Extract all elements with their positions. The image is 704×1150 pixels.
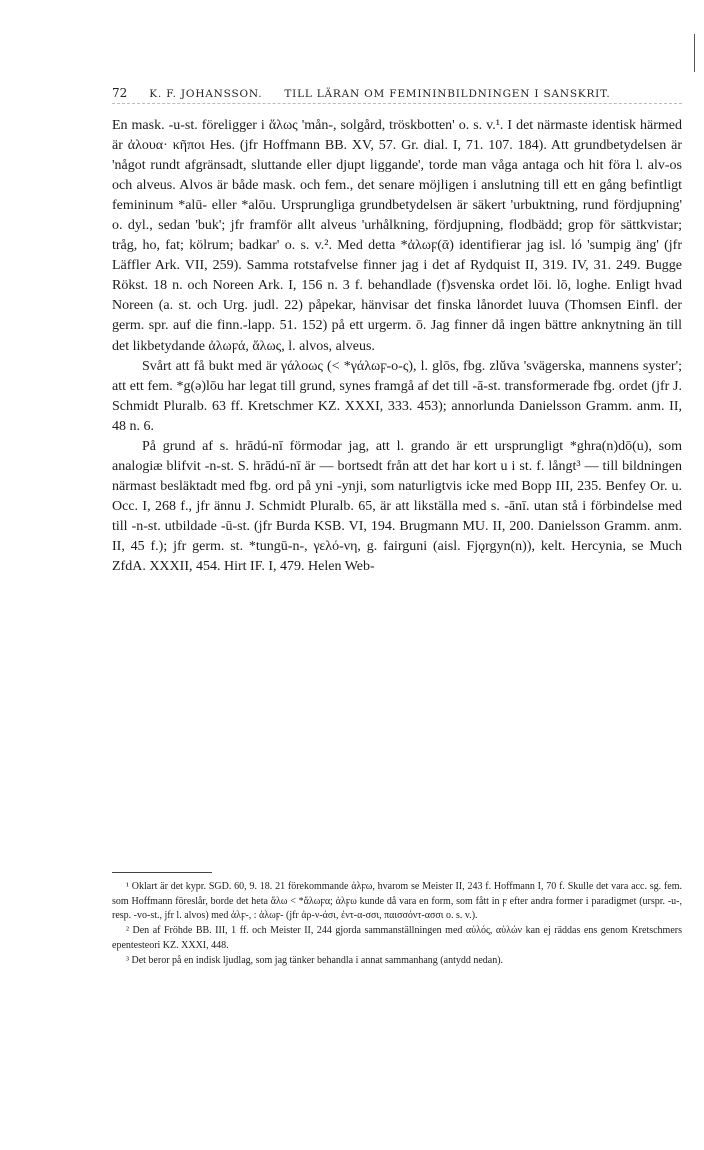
footnote-rule bbox=[112, 872, 212, 873]
footnote: ³ Det beror på en indisk ljudlag, som jag tänker behandla i annat sammanhang (antydd nedan). bbox=[126, 954, 504, 966]
footnote: ² Den af Fröhde BB. III, 1 ff. och Meister II, 244 gjorda sammanställningen med αὐλός, αὐλών kan ej räddas ens genom Kretschmers epentesteori KZ. XXXI, 448. bbox=[112, 925, 682, 951]
header-rule bbox=[112, 103, 682, 104]
margin-line bbox=[694, 34, 695, 72]
footnote: ¹ Oklart är det kypr. SGD. 60, 9. 18. 21 förekommande ἀλϝω, hvarom se Meister II, 243 f. Hoffmann I, 70 f. Skulle det vara acc. sg. fem. som Hoffmann föreslår, borde det heta ἅλω < *ἅλωϝα; ἀλϝω kunde då vara en form, som fått in ϝ efter andra former i paradigmet (urspr. -u-, resp. -vo-st., jfr l. alvos) med ἀλϝ-, : ἀλωϝ- (jfr ἀρ-ν-άσι, ἐντ-α-σσι, παισσόντ-ασσι o. s. v.). bbox=[112, 881, 682, 922]
footnotes bbox=[112, 880, 682, 968]
body-text bbox=[112, 116, 682, 577]
header-title: TILL LÄRAN OM FEMININBILDNINGEN I SANSKRIT. bbox=[284, 88, 611, 100]
paragraph: En mask. -u-st. föreligger i ἅλως 'mån-, solgård, tröskbotten' o. s. v.¹. I det närmaste identisk härmed är ἀλουα· κῆποι Hes. (jfr Hoffmann BB. XV, 57. Gr. dial. I, 71. 107. 184). Att grundbetydelsen är 'något rundt afgränsadt, sluttande eller djupt liggande', torde man våga antaga och hit föra l. alv-os och alveus. Alvos är både mask. och fem., det senare möjligen i anslutning till ett en gång befintligt femininum *alū- eller *alōu. Ursprungliga grundbetydelsen är säkert 'urbuktning, rund fördjupning' o. dyl., sedan 'buk'; jfr framför allt alveus 'urhålkning, fördjupning, flodbädd; grop för sättkvistar; tråg, ho, fat; kölrum; badkar' o. s. v.². Med detta *ἀλωϝ(ᾱ) identifierar jag isl. ló 'sumpig äng' (jfr Läffler Ark. VII, 259). Samma rotstafvelse finner jag i det af Rydquist II, 319. IV, 31. 249. Bugge Rökst. 18 n. och Noreen Ark. I, 156 n. 3 f. behandlade (f)svenska ordet lōi. lō, loghe. Enligt hvad Noreen (a. st. och Urg. judl. 22) påpekar, hänvisar det finska lånordet luuva (Thomsen Einfl. der germ. spr. auf die finn.-lapp. 51. 152) på ett urgerm. ō. Jag finner då ingen bättre anknytning än till det likbetydande ἀλωϝά, ἅλως, l. alvos, alveus. bbox=[112, 118, 682, 354]
header-author: K. F. JOHANSSON. bbox=[149, 88, 263, 100]
paragraph: På grund af s. hrādú-nī förmodar jag, att l. grando är ett ursprungligt *ghra(n)dō(u), som analogiæ blifvit -n-st. S. hrādú-nī är — bortsedt från att det har kort u i st. f. långt³ — till bildningen närmast besläktadt med fbg. ord på yni -ynji, som naturligtvis icke med Bopp III, 235. Benfey Or. u. Occ. I, 268 f., jfr ännu J. Schmidt Pluralb. 65, är att likställa med s. -ānī. utan stå i förbindelse med till -n-st. utbildade -ū-st. (jfr Burda KSB. VI, 194. Brugmann MU. II, 200. Danielsson Gramm. anm. II, 45 f.); jfr germ. st. *tungū-n-, γελό-νη, g. fairguni (aisl. Fjǫrgyn(n)), kelt. Hercynia, se Much ZfdA. XXXII, 454. Hirt IF. I, 479. Helen Web- bbox=[112, 438, 682, 575]
paragraph: Svårt att få bukt med är γάλοως (< *γάλωϝ-o-ς), l. glōs, fbg. zlŭva 'svägerska, mannens syster'; att ett fem. *g(ə)lōu har legat till grund, synes framgå af det till -ā-st. transformerade fbg. ordet (jfr J. Schmidt Pluralb. 63 ff. Kretschmer KZ. XXXI, 333. 453); annorlunda Danielsson Gramm. anm. II, 48 n. 6. bbox=[112, 358, 682, 434]
running-header bbox=[112, 86, 682, 100]
page-number: 72 bbox=[112, 86, 128, 100]
